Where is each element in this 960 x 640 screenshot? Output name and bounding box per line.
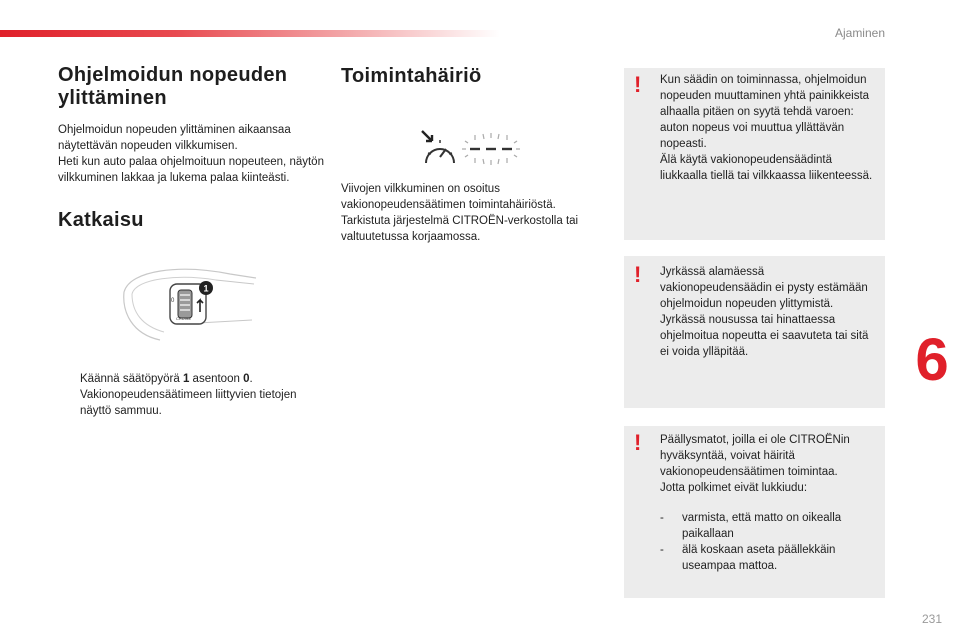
heading-malfunction: Toimintahäiriö (341, 65, 482, 87)
warning-note (624, 426, 885, 598)
list-item: - älä koskaan aseta päällekkäin useampaa mattoa. (660, 544, 836, 572)
warning-note (624, 68, 885, 240)
paragraph-malfunction: Viivojen vilkkuminen on osoitus vakionopeudensäätimen toimintahäiriöstä. Tarkistuta järjestelmä CITROËN-verkostolla tai valtuutetussa korjaamossa. (341, 183, 579, 243)
exclamation-icon: ! (634, 72, 642, 97)
svg-text:0: 0 (171, 298, 175, 304)
svg-text:1: 1 (203, 283, 209, 294)
steering-wheel-cruise-control-icon (120, 262, 260, 342)
chapter-number: 6 (904, 318, 960, 402)
section-label: Ajaminen (834, 26, 885, 40)
warning-note-text: Jyrkässä alamäessä vakionopeudensäädin ei pysty estämään ohjelmoidun nopeuden ylittymistä. Jyrkässä nousussa tai hinattaessa ohjelmoitua nopeutta ei saavuteta tai sitä ei voida ylläpitää. (660, 266, 869, 358)
page-number: 231 (921, 612, 942, 626)
warning-note (624, 256, 885, 408)
bullet-mark (58, 371, 80, 419)
heading-speed-exceeding: Ohjelmoidun nopeuden ylittäminen (58, 64, 288, 109)
top-accent-bar (0, 30, 500, 37)
warning-note-text: Kun säädin on toiminnassa, ohjelmoidun nopeuden muuttaminen yhtä painikkeista alhaalla pitäen on syytä tehdä varoen: auton nopeus voi muuttua yllättävän nopeasti. Älä käytä vakionopeudensäädintä liukkaalla tiellä tai vilkkaassa liikenteessä. (660, 74, 873, 182)
bullet-item (58, 371, 328, 419)
heading-switch-off: Katkaisu (58, 209, 144, 231)
bullet-text: Käännä säätöpyörä 1 asentoon 0. Vakionopeudensäätimeen liittyvien tietojen näyttö sammuu. (80, 373, 297, 417)
warning-note-text: Päällysmatot, joilla ei ole CITROËNin hyväksyntää, voivat häiritä vakionopeudensäätimen toimintaa. Jotta polkimet eivät lukkiudu: (660, 434, 850, 494)
exclamation-icon: ! (634, 262, 642, 287)
dash-list (660, 510, 875, 574)
exclamation-icon: ! (634, 430, 642, 455)
speed-limiter-fault-icon (418, 125, 528, 170)
paragraph-speed-exceeding: Ohjelmoidun nopeuden ylittäminen aikaansaa näytettävän nopeuden vilkkumisen. Heti kun auto palaa ohjelmoituun nopeuteen, näytön vilkkuminen lakkaa ja lukema palaa kiinteästi. (58, 124, 324, 184)
list-item: - varmista, että matto on oikealla paikallaan (660, 512, 842, 540)
svg-text:CRUISE: CRUISE (176, 316, 192, 321)
